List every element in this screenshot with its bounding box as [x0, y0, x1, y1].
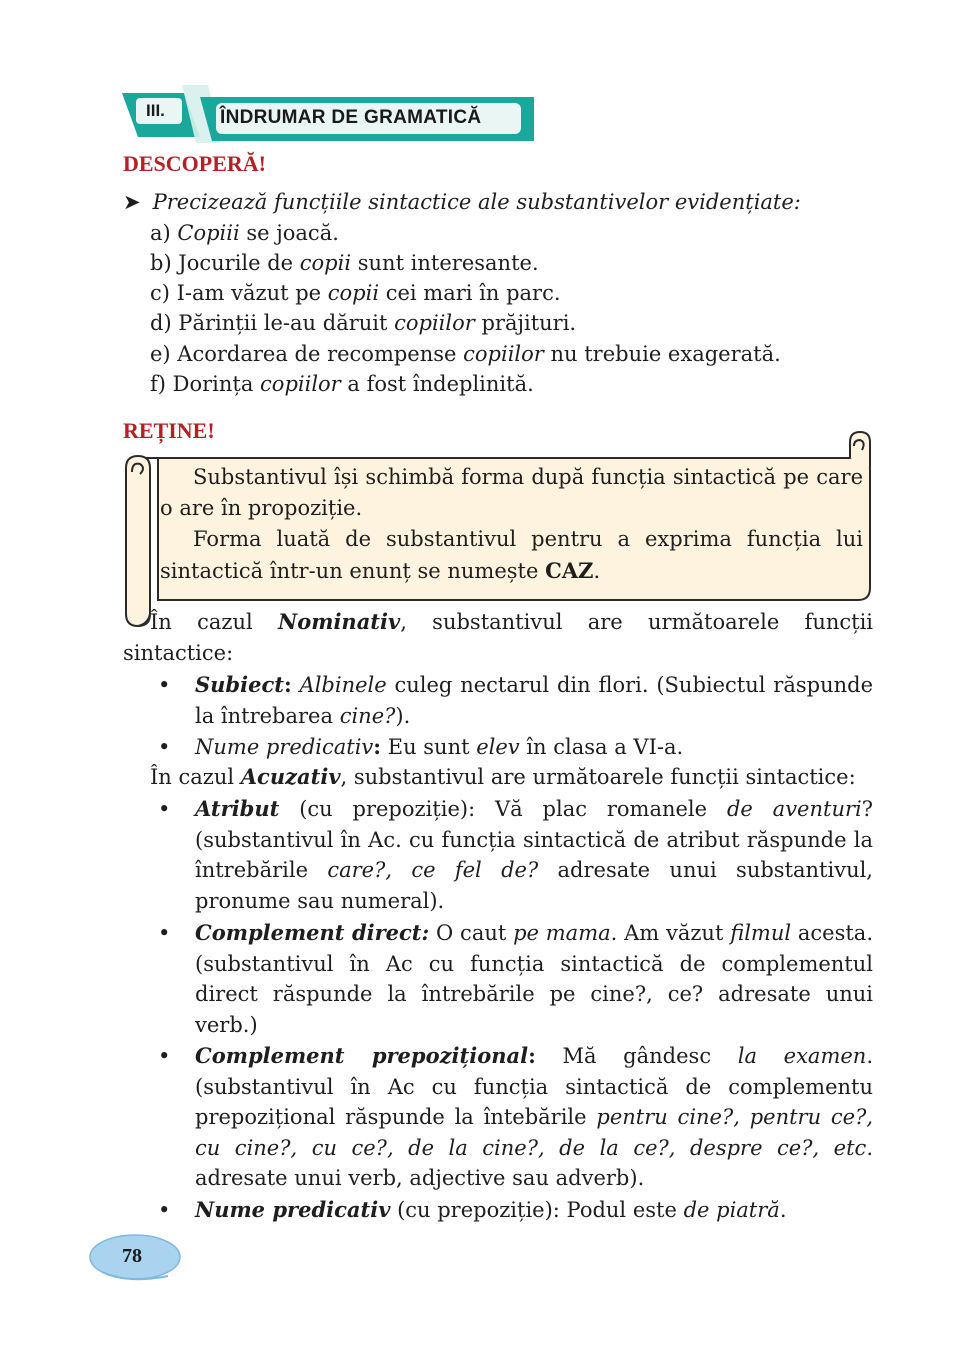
accusative-intro: În cazul Acuzativ, substantivul are următoarele funcții sintactice: — [150, 764, 856, 789]
example-e: e) Acordarea de recompense copiilor nu trebuie exagerată. — [150, 342, 781, 366]
list-item-nume-predicativ-ac: Nume predicativ (cu prepoziție): Podul este de piatră. — [195, 1197, 787, 1222]
rule-box — [160, 462, 863, 587]
remember-heading: REȚINE! — [123, 418, 215, 443]
bullet-icon: • — [158, 1198, 171, 1222]
example-d: d) Părinții le-au dăruit copiilor prăjituri. — [150, 311, 577, 335]
list-item-complement-direct: Complement direct: O caut pe mama. Am văzut filmul acesta. (substantivul în Ac cu funcția sintactică de complementul direct răspunde la întrebările pe cine?, ce? adresate unui verb.) — [195, 920, 873, 1037]
chapter-title: ÎNDRUMAR DE GRAMATICĂ — [220, 107, 482, 128]
discover-heading: DESCOPERĂ! — [123, 151, 267, 176]
instruction-text: Precizează funcțiile sintactice ale substantivelor evidențiate: — [152, 190, 801, 214]
page-number: 78 — [122, 1245, 142, 1267]
example-b: b) Jocurile de copii sunt interesante. — [150, 251, 539, 275]
bullet-icon: • — [158, 735, 171, 759]
rule-paragraph-1: Substantivul își schimbă forma după funcția sintactică pe care o are în propoziție. — [160, 465, 863, 520]
bullet-icon: • — [158, 921, 171, 945]
example-a: a) Copiii se joacă. — [150, 221, 339, 245]
section-number: III. — [146, 101, 165, 120]
list-item-nume-predicativ-nom: Nume predicativ: Eu sunt elev în clasa a VI-a. — [195, 734, 684, 759]
example-c: c) I-am văzut pe copii cei mari în parc. — [150, 281, 561, 305]
arrow-bullet-icon: ➤ — [123, 190, 141, 214]
list-item-atribut: Atribut (cu prepoziție): Vă plac romanele de aventuri? (substantivul în Ac. cu funcția sintactică de atribut răspunde la întrebările care?, ce fel de? adresate unui substantivul, pronume sau numeral). — [195, 796, 873, 913]
example-f: f) Dorința copiilor a fost îndeplinită. — [150, 372, 534, 396]
bullet-icon: • — [158, 673, 171, 697]
nominative-intro: În cazul Nominativ, substantivul are următoarele funcții sintactice: — [123, 609, 874, 665]
instruction-line — [123, 187, 883, 218]
list-item-subiect: Subiect: Albinele culeg nectarul din flori. (Subiectul răspunde la întrebarea cine?). — [195, 672, 873, 728]
bullet-icon: • — [158, 1044, 171, 1068]
list-item-complement-prepozitional: Complement prepozițional: Mă gândesc la examen. (substantivul în Ac cu funcția sintactică de complementu prepozițional răspunde la întebările pentru cine?, pentru ce?, cu cine?, cu ce?, de la cine?, de la ce?, despre ce?, etc. adresate unui verb, adjective sau adverb). — [195, 1043, 873, 1190]
bullet-icon: • — [158, 797, 171, 821]
rule-paragraph-2: Forma luată de substantivul pentru a exprima funcția lui sintactică într-un enunț se numește CAZ. — [160, 527, 863, 583]
